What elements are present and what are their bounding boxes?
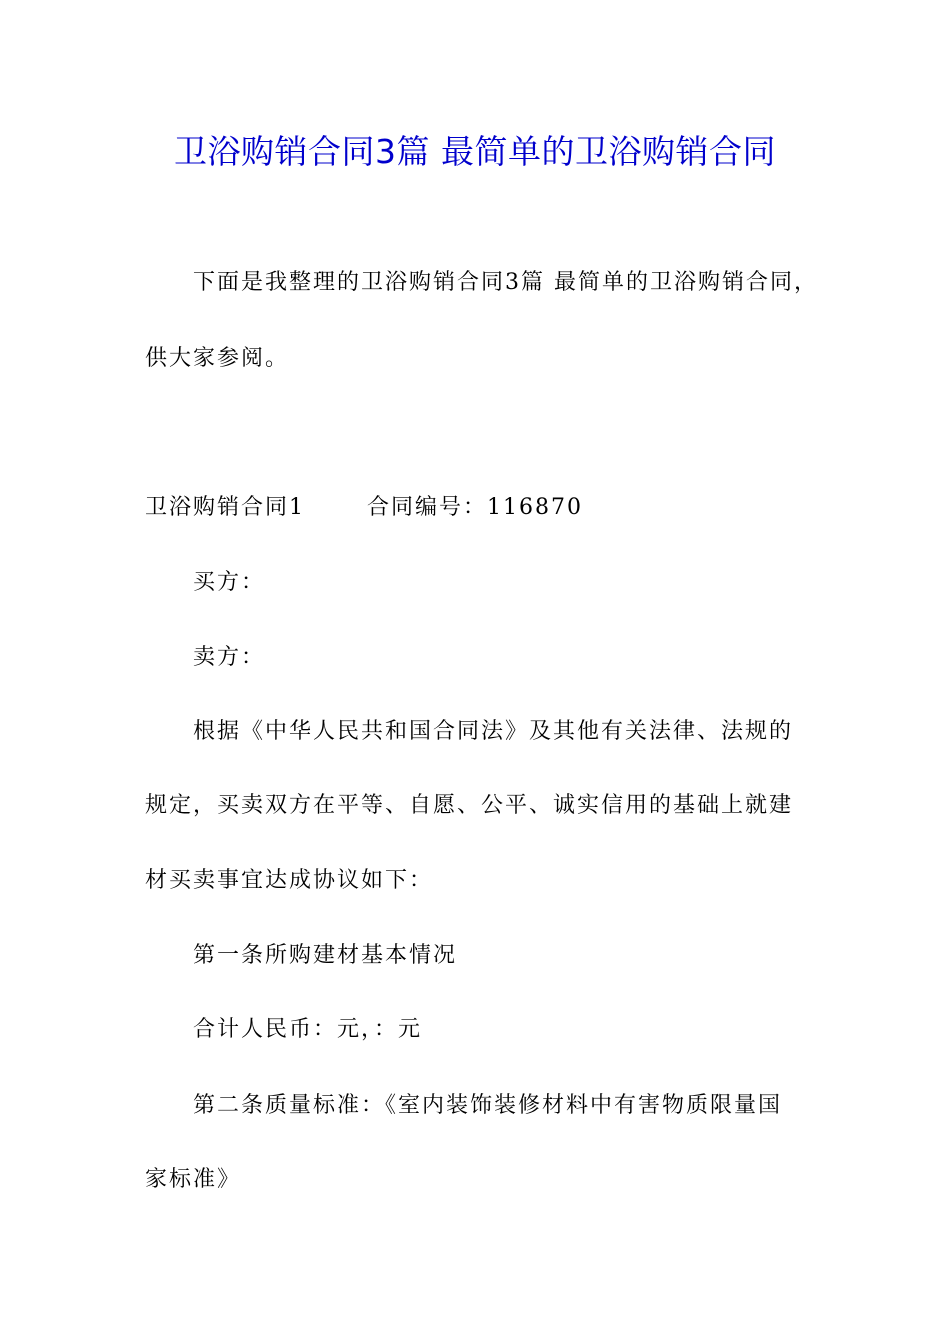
paragraph-1-line-1: 根据《中华人民共和国合同法》及其他有关法律、法规的 [193,719,794,744]
article-2-line-2: 家标准》 [145,1167,242,1192]
intro-line-2: 供大家参阅。 [145,346,290,371]
contract-heading: 卫浴购销合同1 [145,495,305,520]
seller-line: 卖方： [193,645,266,670]
contract-heading-line [145,492,583,524]
total-line: 合计人民币：元，：元 [193,1017,423,1042]
article-1: 第一条所购建材基本情况 [193,943,458,968]
article-2-line-1: 第二条质量标准：《室内装饰装修材料中有害物质限量国 [193,1093,783,1118]
contract-number: 合同编号：116870 [367,495,583,520]
paragraph-1-line-3: 材买卖事宜达成协议如下： [145,868,434,893]
intro-line-1: 下面是我整理的卫浴购销合同3篇 最简单的卫浴购销合同， [193,270,818,295]
buyer-line: 买方： [193,570,266,595]
document-title: 卫浴购销合同3篇 最简单的卫浴购销合同 [174,132,776,171]
paragraph-1-line-2: 规定，买卖双方在平等、自愿、公平、诚实信用的基础上就建 [145,793,794,818]
